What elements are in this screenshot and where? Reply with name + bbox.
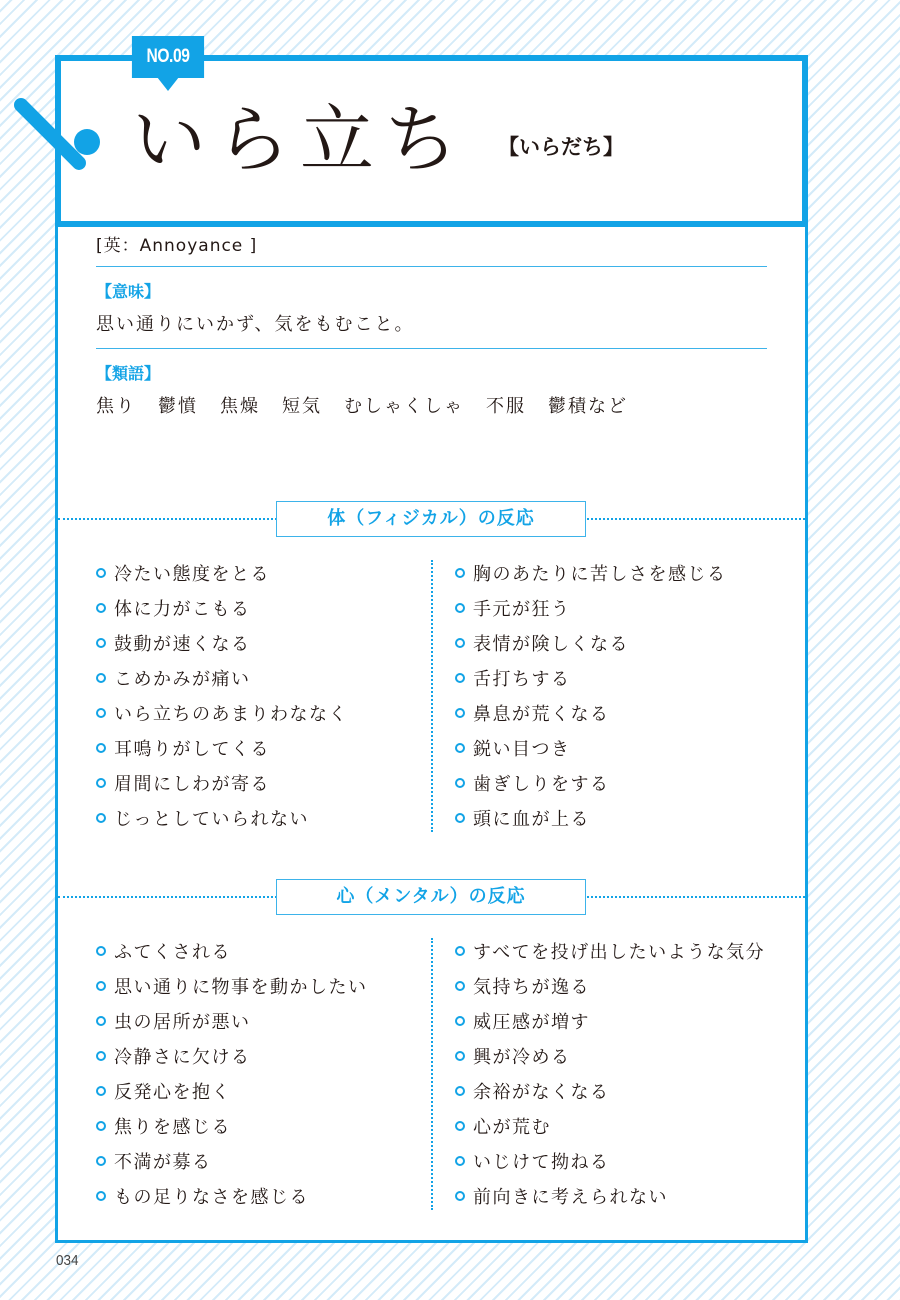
- meaning-label: 【意味】: [96, 282, 161, 301]
- list-item: もの足りなさを感じる: [96, 1178, 436, 1213]
- physical-right-list: [455, 555, 795, 835]
- list-item: 反発心を抱く: [96, 1073, 436, 1108]
- bullet-icon: [455, 1086, 465, 1096]
- list-item: 鼻息が荒くなる: [455, 695, 795, 730]
- list-item: すべてを投げ出したいような気分: [455, 933, 795, 968]
- badge-pointer-icon: [157, 77, 179, 91]
- list-item: 頭に血が上る: [455, 800, 795, 835]
- page-number: 034: [56, 1252, 79, 1269]
- bullet-icon: [96, 1156, 106, 1166]
- list-item: 表情が険しくなる: [455, 625, 795, 660]
- list-item: 耳鳴りがしてくる: [96, 730, 436, 765]
- list-item: 歯ぎしりをする: [455, 765, 795, 800]
- bullet-icon: [96, 778, 106, 788]
- bullet-icon: [455, 1016, 465, 1026]
- mental-section-title: 心（メンタル）の反応: [276, 879, 586, 915]
- bullet-icon: [96, 568, 106, 578]
- synonym: 短気: [282, 396, 322, 417]
- synonym: 不服: [486, 396, 526, 417]
- mental-right-list: [455, 933, 795, 1213]
- divider: [96, 348, 767, 349]
- entry-number-badge: NO.09: [132, 36, 204, 78]
- bullet-icon: [455, 1156, 465, 1166]
- list-item: 冷たい態度をとる: [96, 555, 436, 590]
- list-item: 体に力がこもる: [96, 590, 436, 625]
- list-item: 思い通りに物事を動かしたい: [96, 968, 436, 1003]
- bullet-icon: [455, 946, 465, 956]
- bullet-icon: [96, 813, 106, 823]
- list-item: 興が冷める: [455, 1038, 795, 1073]
- bullet-icon: [96, 1191, 106, 1201]
- bullet-icon: [96, 1051, 106, 1061]
- bullet-icon: [455, 981, 465, 991]
- bullet-icon: [96, 673, 106, 683]
- list-item: 虫の居所が悪い: [96, 1003, 436, 1038]
- bullet-icon: [455, 673, 465, 683]
- bullet-icon: [96, 981, 106, 991]
- list-item: 眉間にしわが寄る: [96, 765, 436, 800]
- physical-section-title: 体（フィジカル）の反応: [276, 501, 586, 537]
- bullet-icon: [96, 603, 106, 613]
- list-item: いら立ちのあまりわななく: [96, 695, 436, 730]
- list-item: 鼓動が速くなる: [96, 625, 436, 660]
- mental-left-list: [96, 933, 436, 1213]
- synonyms-list: [96, 393, 650, 421]
- list-item: 焦りを感じる: [96, 1108, 436, 1143]
- list-item: 心が荒む: [455, 1108, 795, 1143]
- bullet-icon: [96, 946, 106, 956]
- bullet-icon: [455, 1121, 465, 1131]
- title-reading: 【いらだち】: [498, 134, 624, 159]
- page-title: いら立ち: [132, 97, 468, 183]
- bullet-icon: [455, 813, 465, 823]
- column-divider: [431, 560, 433, 832]
- bullet-icon: [455, 1051, 465, 1061]
- physical-left-list: [96, 555, 436, 835]
- bullet-icon: [455, 743, 465, 753]
- bullet-icon: [96, 1086, 106, 1096]
- list-item: 舌打ちする: [455, 660, 795, 695]
- list-item: 前向きに考えられない: [455, 1178, 795, 1213]
- bullet-icon: [96, 743, 106, 753]
- bullet-icon: [96, 1016, 106, 1026]
- list-item: 鋭い目つき: [455, 730, 795, 765]
- bullet-icon: [455, 1191, 465, 1201]
- list-item: 威圧感が増す: [455, 1003, 795, 1038]
- pin-head-icon: [74, 129, 100, 155]
- synonym: 焦り: [96, 396, 136, 417]
- column-divider: [431, 938, 433, 1210]
- list-item: じっとしていられない: [96, 800, 436, 835]
- list-item: 不満が募る: [96, 1143, 436, 1178]
- synonyms-label: 【類語】: [96, 364, 161, 383]
- english-translation: [英：Annoyance ]: [96, 236, 258, 256]
- bullet-icon: [96, 1121, 106, 1131]
- synonym: 鬱積など: [548, 396, 628, 417]
- list-item: 冷静さに欠ける: [96, 1038, 436, 1073]
- meaning-text: 思い通りにいかず、気をもむこと。: [96, 314, 415, 335]
- bullet-icon: [96, 708, 106, 718]
- bullet-icon: [455, 568, 465, 578]
- bullet-icon: [455, 778, 465, 788]
- list-item: 手元が狂う: [455, 590, 795, 625]
- list-item: 余裕がなくなる: [455, 1073, 795, 1108]
- list-item: いじけて拗ねる: [455, 1143, 795, 1178]
- bullet-icon: [455, 603, 465, 613]
- synonym: 焦燥: [220, 396, 260, 417]
- list-item: 胸のあたりに苦しさを感じる: [455, 555, 795, 590]
- bullet-icon: [96, 638, 106, 648]
- synonym: むしゃくしゃ: [344, 396, 464, 417]
- list-item: 気持ちが逸る: [455, 968, 795, 1003]
- divider: [96, 266, 767, 267]
- bullet-icon: [455, 638, 465, 648]
- list-item: ふてくされる: [96, 933, 436, 968]
- synonym: 鬱憤: [158, 396, 198, 417]
- list-item: こめかみが痛い: [96, 660, 436, 695]
- bullet-icon: [455, 708, 465, 718]
